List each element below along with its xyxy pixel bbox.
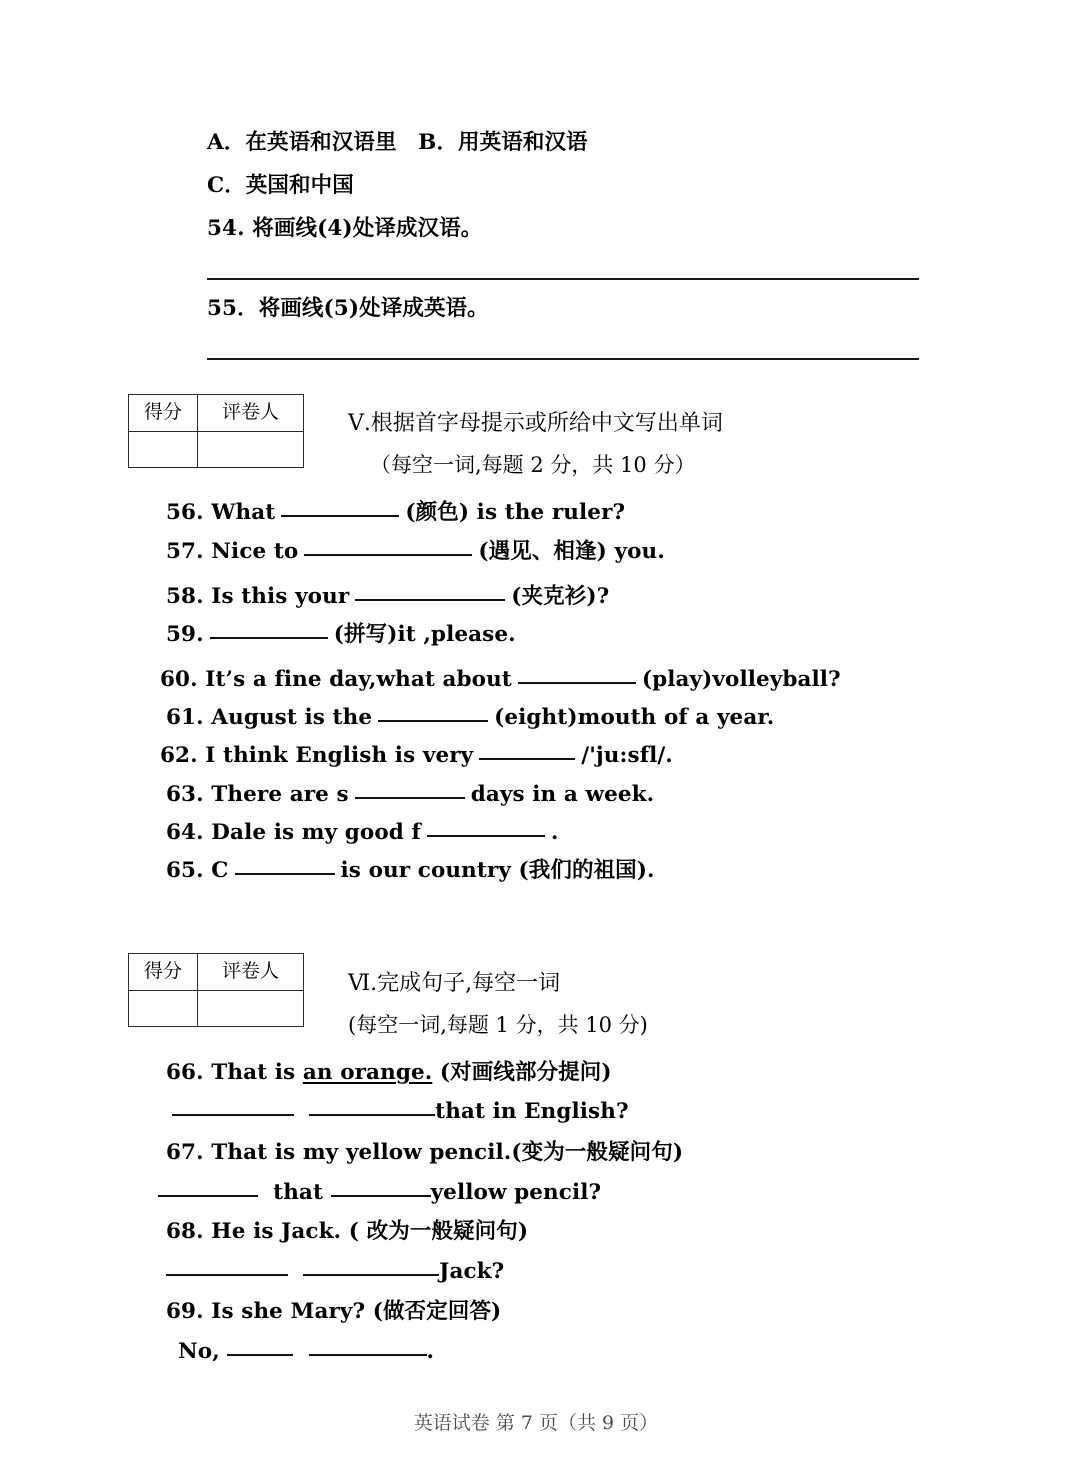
question-text-before-blank: There are s xyxy=(203,782,349,807)
question-number: 56. xyxy=(166,500,204,525)
answer-blank[interactable] xyxy=(378,720,488,722)
question-69-stem xyxy=(166,1301,501,1323)
answer-blank-2[interactable] xyxy=(331,1195,431,1197)
answer-spacer xyxy=(288,1259,303,1284)
answer-blank-1[interactable] xyxy=(172,1114,294,1116)
stem-text: He is Jack. ( 改为一般疑问句) xyxy=(211,1219,529,1244)
answer-blank-2[interactable] xyxy=(303,1274,439,1276)
question-text-before-blank: C xyxy=(203,858,229,883)
question-number: 59. xyxy=(166,622,204,647)
score-label: 得分 xyxy=(129,954,198,990)
stem-text: Is she Mary? (做否定回答) xyxy=(211,1299,502,1324)
question-55: 55．将画线(5)处译成英语。 xyxy=(207,296,489,321)
question-text-before-blank: What xyxy=(203,500,276,525)
question-57 xyxy=(166,541,665,563)
question-number: 58. xyxy=(166,584,204,609)
question-65 xyxy=(166,860,655,882)
question-59 xyxy=(166,624,516,646)
answer-spacer xyxy=(258,1180,273,1205)
question-54: 54. 将画线(4)处译成汉语。 xyxy=(207,216,483,241)
question-69-answer-line xyxy=(178,1341,434,1363)
stem-instruction: (对画线部分提问) xyxy=(432,1060,612,1085)
answer-suffix: yellow pencil? xyxy=(430,1180,602,1205)
answer-blank[interactable] xyxy=(479,758,575,760)
score-label: 得分 xyxy=(129,395,198,431)
question-58 xyxy=(166,586,609,608)
score-box-header-row xyxy=(129,395,303,432)
answer-suffix: . xyxy=(426,1339,435,1364)
answer-blank[interactable] xyxy=(355,797,465,799)
marker-label: 评卷人 xyxy=(221,960,279,983)
answer-blank[interactable] xyxy=(427,835,545,837)
answer-prefix: No, xyxy=(178,1339,228,1364)
section-vi-subtitle: (每空一词,每题 1 分，共 10 分) xyxy=(348,1013,648,1037)
score-value[interactable] xyxy=(129,991,198,1027)
score-box-value-row xyxy=(129,991,303,1027)
answer-spacer xyxy=(294,1099,309,1124)
question-68-answer-line xyxy=(166,1261,504,1283)
stem-underlined-part: an orange. xyxy=(302,1060,433,1085)
question-text-after-blank: /'ju:sfl/. xyxy=(581,743,673,768)
marker-value[interactable] xyxy=(198,432,303,468)
answer-rule-54[interactable] xyxy=(207,278,919,280)
section-v-title: Ⅴ.根据首字母提示或所给中文写出单词 xyxy=(348,411,723,436)
answer-blank-2[interactable] xyxy=(309,1114,435,1116)
section-v-subtitle: （每空一词,每题 2 分，共 10 分） xyxy=(370,453,696,477)
stem-text: That is my yellow pencil.(变为一般疑问句) xyxy=(211,1140,684,1165)
answer-middle-text: that xyxy=(273,1180,331,1205)
score-box-section-vi xyxy=(128,953,304,1027)
question-66-stem xyxy=(166,1062,612,1084)
question-number: 66. xyxy=(166,1060,212,1085)
answer-blank[interactable] xyxy=(304,554,472,556)
answer-blank[interactable] xyxy=(281,515,399,517)
option-line-ab: A．在英语和汉语里 B．用英语和汉语 xyxy=(207,130,588,155)
option-line-c: C．英国和中国 xyxy=(207,173,354,198)
question-56 xyxy=(166,502,625,524)
stem-text: That is xyxy=(211,1060,303,1085)
answer-blank-1[interactable] xyxy=(166,1274,288,1276)
question-text-after-blank: (拼写)it ,please. xyxy=(333,622,516,647)
question-66-answer-line xyxy=(172,1101,629,1123)
question-63 xyxy=(166,784,654,806)
question-67-answer-line xyxy=(158,1182,601,1204)
question-64 xyxy=(166,822,558,844)
question-text-after-blank: (eight)mouth of a year. xyxy=(494,705,775,730)
answer-suffix: that in English? xyxy=(435,1099,629,1124)
question-68-stem xyxy=(166,1221,528,1243)
question-number: 60. xyxy=(160,667,198,692)
answer-blank[interactable] xyxy=(355,599,505,601)
answer-spacer xyxy=(293,1339,308,1364)
score-box-section-v xyxy=(128,394,304,468)
answer-blank-1[interactable] xyxy=(227,1354,293,1356)
question-number: 64. xyxy=(166,820,204,845)
answer-blank-1[interactable] xyxy=(158,1195,258,1197)
question-number: 57. xyxy=(166,539,204,564)
question-text-after-blank: (颜色) is the ruler? xyxy=(405,500,626,525)
question-number: 69. xyxy=(166,1299,212,1324)
marker-label: 评卷人 xyxy=(221,401,279,424)
question-text-after-blank: (遇见、相逢) you. xyxy=(478,539,665,564)
question-text-after-blank: (play)volleyball? xyxy=(641,667,841,692)
answer-rule-55[interactable] xyxy=(207,358,919,360)
section-vi-title: Ⅵ.完成句子,每空一词 xyxy=(348,971,561,996)
question-number: 68. xyxy=(166,1219,212,1244)
question-number: 62. xyxy=(160,743,198,768)
page-footer: 英语试卷 第 7 页（共 9 页） xyxy=(413,1412,659,1434)
answer-blank-2[interactable] xyxy=(309,1354,427,1356)
question-60 xyxy=(160,669,841,691)
marker-value[interactable] xyxy=(198,991,303,1027)
question-text-before-blank: Nice to xyxy=(203,539,299,564)
question-61 xyxy=(166,707,774,729)
question-number: 61. xyxy=(166,705,204,730)
question-67-stem xyxy=(166,1142,683,1164)
answer-blank[interactable] xyxy=(210,637,328,639)
score-box-value-row xyxy=(129,432,303,468)
question-62 xyxy=(160,745,673,767)
question-text-after-blank: days in a week. xyxy=(470,782,655,807)
question-text-after-blank: (夹克衫)? xyxy=(511,584,610,609)
question-text-after-blank: is our country (我们的祖国). xyxy=(340,858,655,883)
score-value[interactable] xyxy=(129,432,198,468)
question-text-after-blank: . xyxy=(550,820,559,845)
question-number: 67. xyxy=(166,1140,212,1165)
question-text-before-blank: Is this your xyxy=(203,584,350,609)
question-text-before-blank: August is the xyxy=(203,705,373,730)
score-box-header-row xyxy=(129,954,303,991)
question-number: 65. xyxy=(166,858,204,883)
answer-blank[interactable] xyxy=(235,873,335,875)
answer-blank[interactable] xyxy=(518,682,636,684)
question-number: 63. xyxy=(166,782,204,807)
answer-suffix: Jack? xyxy=(439,1259,505,1284)
question-text-before-blank: It’s a fine day,what about xyxy=(197,667,512,692)
question-text-before-blank: I think English is very xyxy=(197,743,474,768)
question-text-before-blank: Dale is my good f xyxy=(203,820,421,845)
